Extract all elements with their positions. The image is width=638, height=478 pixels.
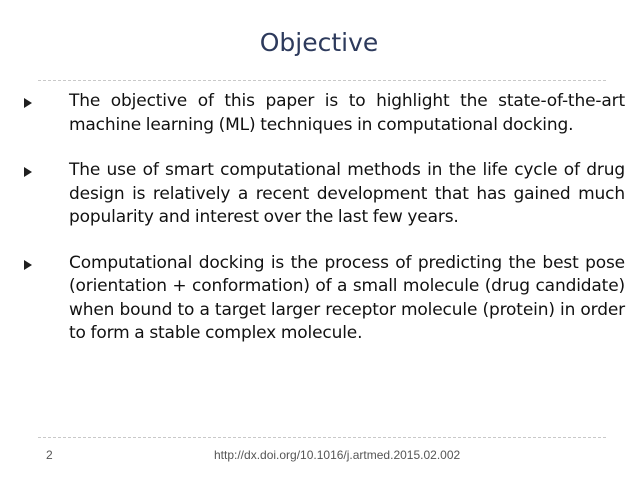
triangle-bullet-icon <box>24 260 32 270</box>
bullet-text: Computational docking is the process of predicting the best pose (orientation + conformation) of a small molecule (drug candidate) when bound to a target larger receptor molecule (protein) in order to form a stable complex molecule. <box>69 252 625 343</box>
bullet-item <box>20 90 625 137</box>
bottom-divider <box>38 437 606 438</box>
bullet-text: The use of smart computational methods in the life cycle of drug design is relatively a recent development that has gained much popularity and interest over the last few years. <box>69 160 625 227</box>
slide-title: Objective <box>259 28 379 57</box>
bullet-item <box>20 252 625 346</box>
bullet-text: The objective of this paper is to highlight the state-of-the-art machine learning (ML) techniques in computational docking. <box>69 91 625 135</box>
triangle-bullet-icon <box>24 167 32 177</box>
reference-link[interactable]: http://dx.doi.org/10.1016/j.artmed.2015.02.002 <box>214 448 461 462</box>
bullet-item <box>20 159 625 230</box>
bullet-list <box>20 90 625 368</box>
page-number: 2 <box>46 448 53 462</box>
top-divider <box>38 80 606 81</box>
triangle-bullet-icon <box>24 98 32 108</box>
